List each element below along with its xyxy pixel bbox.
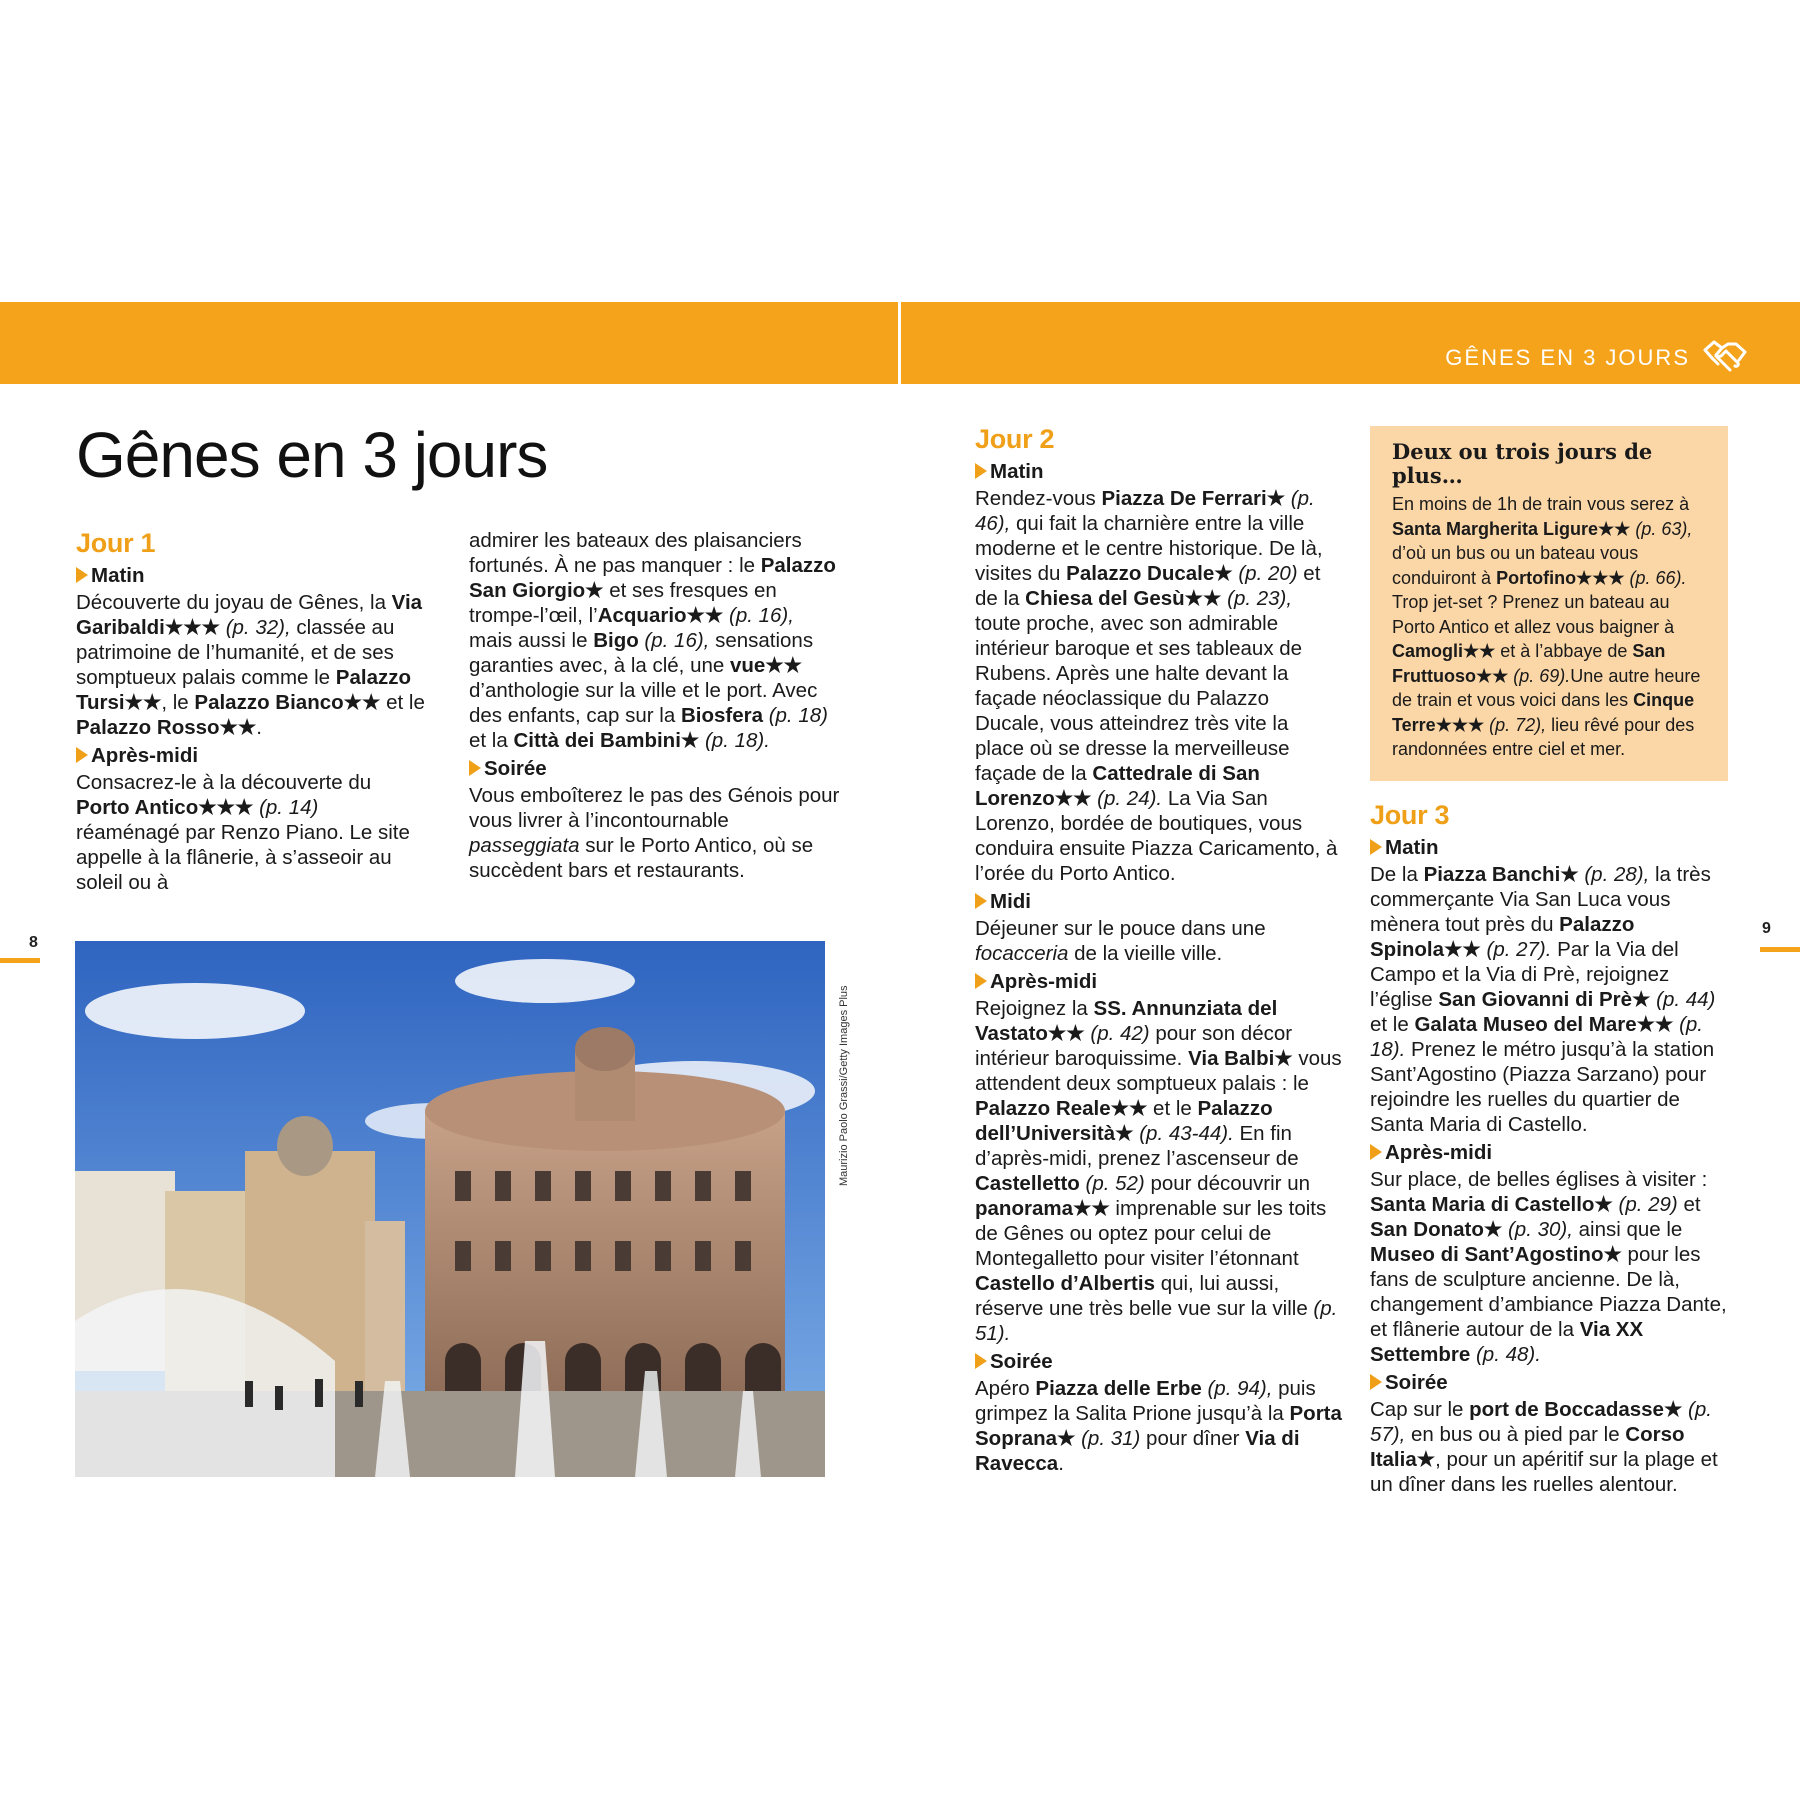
- day1-column-continued: [469, 528, 841, 883]
- header-band-left: [0, 302, 898, 384]
- day2-midi-heading: Midi: [975, 888, 1343, 916]
- day1-soiree-text: Vous emboîterez le pas des Génois pour vous livrer à l’incontournable passeggiata sur le Porto Antico, où se succèdent bars et restaurants.: [469, 784, 840, 882]
- day2-matin-text: Rendez-vous Piazza De Ferrari★ (p. 46), qui fait la charnière entre la ville moderne et le centre historique. De là, visites du Palazzo Ducale★ (p. 20) et de la Chiesa del Gesù★★ (p. 23), toute proche, avec son admirable intérieur baroque et ses tableaux de Rubens. Après une halte devant la façade néoclassique du Palazzo Ducale, vous atteindrez très vite la place où se dresse la merveilleuse façade de la Cattedrale di San Lorenzo★★ (p. 24). La Via San Lorenzo, bordée de boutiques, vous conduira ensuite Piazza Caricamento, à l’orée du Porto Antico.: [975, 487, 1338, 885]
- day3-soiree-text: Cap sur le port de Boccadasse★ (p. 57), en bus ou à pied par le Corso Italia★, pour un apéritif sur la plage et un dîner dans les ruelles alentour.: [1370, 1398, 1718, 1496]
- day1-apres-midi-text-continued: admirer les bateaux des plaisanciers fortunés. À ne pas manquer : le Palazzo San Giorgio★ et ses fresques en trompe-l’œil, l’Acquario★★ (p. 16), mais aussi le Bigo (p. 16), sensations garanties avec, à la clé, une vue★★ d’anthologie sur la ville et le port. Avec des enfants, cap sur la Biosfera (p. 18) et la Città dei Bambini★ (p. 18).: [469, 529, 836, 752]
- triangle-bullet-icon: [76, 747, 88, 763]
- triangle-bullet-icon: [975, 463, 987, 479]
- day1-column: [76, 526, 426, 895]
- day2-matin-heading: Matin: [975, 458, 1343, 486]
- triangle-bullet-icon: [975, 1353, 987, 1369]
- handshake-icon: [1702, 336, 1748, 378]
- triangle-bullet-icon: [76, 567, 88, 583]
- day2-soiree-text: Apéro Piazza delle Erbe (p. 94), puis grimpez la Salita Prione jusqu’à la Porta Soprana★ (p. 31) pour dîner Via di Ravecca.: [975, 1377, 1342, 1475]
- day3-matin-heading: Matin: [1370, 834, 1732, 862]
- day2-apres-midi-heading: Après-midi: [975, 968, 1343, 996]
- triangle-bullet-icon: [975, 973, 987, 989]
- running-header: GÊNES EN 3 JOURS: [1445, 345, 1690, 370]
- day1-matin-text: Découverte du joyau de Gênes, la Via Garibaldi★★★ (p. 32), classée au patrimoine de l’humanité, et de ses somptueux palais comme le Palazzo Tursi★★, le Palazzo Bianco★★ et le Palazzo Rosso★★.: [76, 591, 425, 739]
- day3-title: Jour 3: [1370, 800, 1450, 830]
- more-days-box: [1370, 426, 1728, 781]
- piazza-de-ferrari-photo: [75, 941, 825, 1477]
- day2-soiree-heading: Soirée: [975, 1348, 1343, 1376]
- page-number-right: 9: [1762, 920, 1771, 937]
- page-marker-right: [1760, 947, 1800, 952]
- day1-apres-midi-heading: Après-midi: [76, 742, 426, 770]
- more-days-text: En moins de 1h de train vous serez à Santa Margherita Ligure★★ (p. 63), d’où un bus ou un bateau vous conduiront à Portofino★★★ (p. 66). Trop jet-set ? Prenez un bateau au Porto Antico et allez vous baigner à Camogli★★ et à l’abbaye de San Fruttuoso★★ (p. 69).Une autre heure de train et vous voici dans les Cinque Terre★★★ (p. 72), lieu rêvé pour des randonnées entre ciel et mer.: [1392, 494, 1701, 759]
- day3-matin-text: De la Piazza Banchi★ (p. 28), la très commerçante Via San Luca vous mènera tout près du Palazzo Spinola★★ (p. 27). Par la Via del Campo et la Via di Prè, rejoignez l’église San Giovanni di Prè★ (p. 44) et le Galata Museo del Mare★★ (p. 18). Prenez le métro jusqu’à la station Sant’Agostino (Piazza Sarzano) pour rejoindre les ruelles du quartier de Santa Maria di Castello.: [1370, 863, 1716, 1136]
- day2-midi-text: Déjeuner sur le pouce dans une focacceria de la vieille ville.: [975, 917, 1266, 965]
- day1-title: Jour 1: [76, 528, 156, 558]
- triangle-bullet-icon: [975, 893, 987, 909]
- day3-apres-midi-text: Sur place, de belles églises à visiter : Santa Maria di Castello★ (p. 29) et San Donato★ (p. 30), ainsi que le Museo di Sant’Agostino★ pour les fans de sculpture ancienne. De là, changement d’ambiance Piazza Dante, et flânerie autour de la Via XX Settembre (p. 48).: [1370, 1168, 1727, 1366]
- triangle-bullet-icon: [1370, 1144, 1382, 1160]
- day2-column: [975, 422, 1343, 1476]
- day2-title: Jour 2: [975, 424, 1055, 454]
- header-band-right: [901, 302, 1800, 384]
- page-title: Gênes en 3 jours: [76, 419, 548, 491]
- triangle-bullet-icon: [469, 760, 481, 776]
- day3-column: [1370, 798, 1732, 1497]
- day1-matin-heading: Matin: [76, 562, 426, 590]
- day1-soiree-heading: Soirée: [469, 755, 841, 783]
- day3-apres-midi-heading: Après-midi: [1370, 1139, 1732, 1167]
- day3-soiree-heading: Soirée: [1370, 1369, 1732, 1397]
- page-number-left: 8: [29, 934, 38, 951]
- day2-apres-midi-text: Rejoignez la SS. Annunziata del Vastato★★ (p. 42) pour son décor intérieur baroquissime. Via Balbi★ vous attendent deux somptueux palais : le Palazzo Reale★★ et le Palazzo dell’Università★ (p. 43-44). En fin d’après-midi, prenez l’ascenseur de Castelletto (p. 52) pour découvrir un panorama★★ imprenable sur les toits de Gênes ou optez pour celui de Montegalletto pour visiter l’étonnant Castello d’Albertis qui, lui aussi, réserve une très belle vue sur la ville (p. 51).: [975, 997, 1342, 1345]
- more-days-title: Deux ou trois jours de plus…: [1392, 439, 1653, 488]
- page-marker-left: [0, 958, 40, 963]
- triangle-bullet-icon: [1370, 839, 1382, 855]
- photo-credit: Maurizio Paolo Grassi/Getty Images Plus: [838, 985, 850, 1186]
- day1-apres-midi-text: Consacrez-le à la découverte du Porto Antico★★★ (p. 14) réaménagé par Renzo Piano. Le site appelle à la flânerie, à s’asseoir au soleil ou à: [76, 771, 410, 894]
- triangle-bullet-icon: [1370, 1374, 1382, 1390]
